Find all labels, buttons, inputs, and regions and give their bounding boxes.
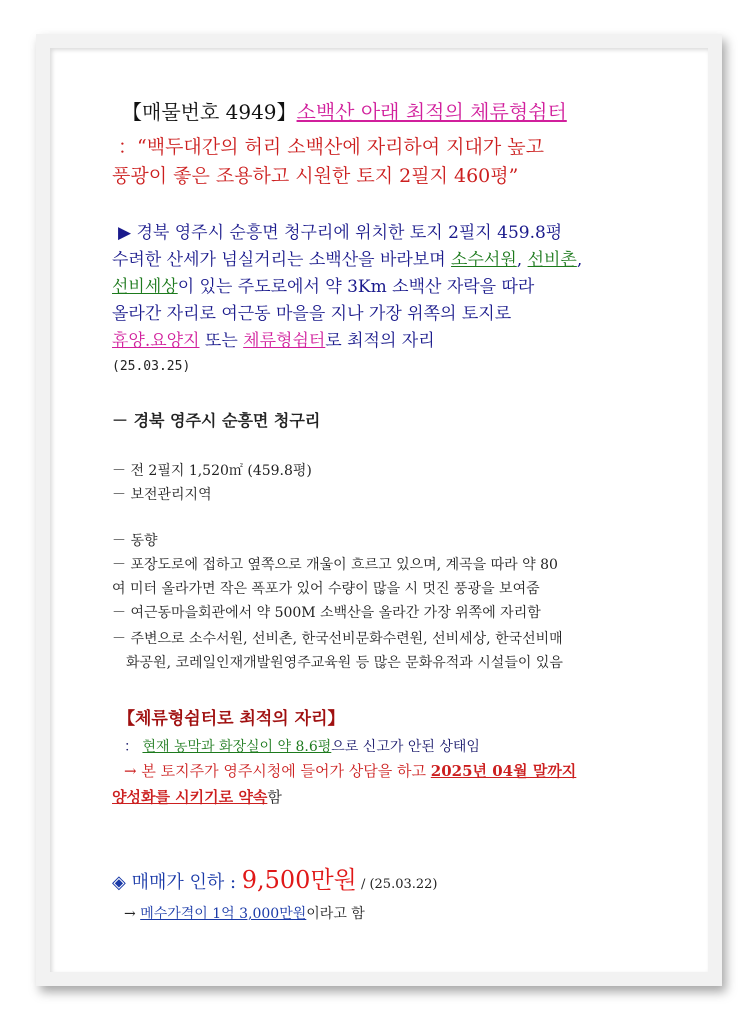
link-stay-shelter[interactable]: 체류형쉼터 [243,331,326,351]
link-rest-area[interactable]: 휴양.요양지 [112,331,200,351]
quote-line-1: ：“백두대간의 허리 소백산에 자리하여 지대가 높고 [118,136,544,158]
shelter-text: 으로 신고가 안된 상태임 [331,739,480,755]
price-label: ◈ 매매가 인하 : [112,872,242,893]
feature-surroundings-2: 화공원, 코레일인재개발원영주교육원 등 많은 문화유적과 시설들이 있음 [126,655,563,671]
link-seonbichon[interactable]: 선비촌 [527,250,577,270]
listing-title-line [122,96,567,125]
feature-surroundings-1: － 주변으로 소수서원, 선비촌, 한국선비문화수련원, 선비세상, 한국선비매 [112,631,563,647]
shelter-line-3 [112,786,282,807]
feature-waterfall: 여 미터 올라가면 작은 폭포가 있어 수량이 많을 시 멋진 풍광을 보여줌 [112,581,540,597]
link-seonbisesang[interactable]: 선비세상 [112,277,178,297]
shelter-colon: ： [124,739,138,755]
intro-text: , [576,250,583,270]
listing-number: 【매물번호 4949】 [122,100,297,124]
intro-line-1: ▶ 경북 영주시 순흥면 청구리에 위치한 토지 2필지 459.8평 [118,223,563,243]
shelter-arrow-text: → 본 토지주가 영주시청에 들어가 상담을 하고 [124,762,431,780]
quote-line-2: 풍광이 좋은 조용하고 시원한 토지 2필지 460평” [112,165,519,187]
intro-text: 수려한 산세가 넘실거리는 소백산을 바라보며 [112,250,452,270]
feature-direction: － 동향 [112,533,158,549]
spec-area: － 전 2필지 1,520㎡ (459.8평) [112,463,312,479]
price-note-text: 이라고 함 [306,906,365,922]
link-sosuseowon[interactable]: 소수서원 [451,250,517,270]
price-note [124,903,365,923]
listing-title: 소백산 아래 최적의 체류형쉼터 [296,100,567,124]
shelter-line-1 [124,736,480,756]
spec-zoning: － 보전관리지역 [112,487,212,503]
intro-text: 또는 [199,331,244,351]
shelter-current-status: 현재 농막과 화장실이 약 8.6평 [142,739,332,755]
shelter-heading-b: 로 최적의 자리】 [217,709,345,729]
intro-line-5 [112,326,435,351]
intro-date: (25.03.25) [112,359,191,374]
shelter-heading-a: 【체류형쉼터 [118,709,218,729]
location: － 경북 영주시 순흥면 청구리 [112,411,321,430]
feature-position: － 여근동마을회관에서 약 500M 소백산을 올라간 가장 위쪽에 자리함 [112,605,541,621]
intro-text: 이 있는 주도로에서 약 3Km 소백산 자락을 따라 [177,277,535,297]
price-date: / (25.03.22) [356,877,438,892]
intro-line-2 [112,245,582,270]
intro-text: 로 최적의 자리 [325,331,435,351]
shelter-promise: 양성화를 시키기로 약속 [112,788,268,806]
price-note-arrow: → [124,906,141,922]
price-line [112,860,438,895]
intro-text: , [516,250,528,270]
shelter-deadline: 2025년 04월 말까지 [430,762,577,780]
price-amount: 9,500만원 [241,866,357,894]
shelter-text: 함 [267,788,282,806]
price-note-asking: 메수가격이 1억 3,000만원 [140,906,307,922]
intro-line-3 [112,272,534,297]
shelter-line-2 [124,760,576,781]
feature-road: － 포장도로에 접하고 옆쪽으로 개울이 흐르고 있으며, 계곡을 따라 약 80 [112,557,558,573]
shelter-heading [118,704,345,729]
intro-line-4: 올라간 자리로 여근동 마을을 지나 가장 위쪽의 토지로 [112,304,512,324]
